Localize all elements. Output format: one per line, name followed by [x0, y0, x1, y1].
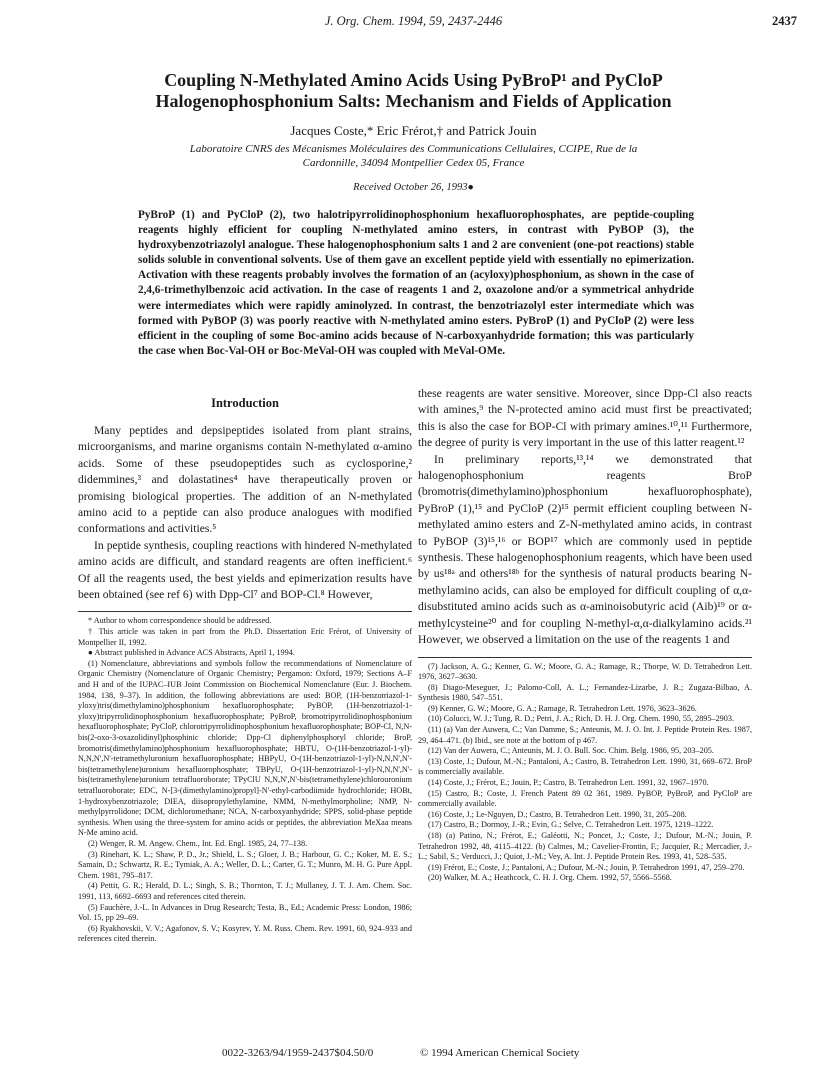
- footnote: (3) Rinehart, K. L.; Shaw, P. D., Jr.; Shield, L. S.; Gloer, J. B.; Harbour, G. C.; Koker, M. E. S.; Samain, D.; Schwartz, R. E.; Tymiak, A. A.; Weller, D. L.; Carter, G. T.; Munro, M. H. G. Pure Appl. Chem. 1981, 795–817.: [78, 849, 412, 880]
- footnote: (10) Colucci, W. J.; Tung, R. D.; Petri, J. A.; Rich, D. H. J. Org. Chem. 1990, 55, 2895–2903.: [428, 714, 734, 724]
- footnote: * Author to whom correspondence should be addressed.: [88, 616, 272, 626]
- footnote-divider: [418, 657, 752, 658]
- footnote: (2) Wenger, R. M. Angew. Chem., Int. Ed. Engl. 1985, 24, 77–138.: [88, 838, 308, 848]
- section-heading-introduction: Introduction: [211, 396, 279, 410]
- left-column: [78, 396, 412, 945]
- footnote: (6) Ryakhovskii, V. V.; Agafonov, S. V.; Kosyrev, Y. M. Russ. Chem. Rev. 1991, 60, 924–933 and references cited therein.: [78, 923, 412, 944]
- footnote-divider: [78, 611, 412, 612]
- footnote: † This article was taken in part from the Ph.D. Dissertation Eric Frérot, of University of Montpellier II, 1992.: [78, 627, 412, 647]
- footnote: (12) Van der Auwera, C.; Anteunis, M. J. O. Bull. Soc. Chim. Belg. 1986, 95, 203–205.: [428, 746, 714, 756]
- footnote: (13) Coste, J.; Dufour, M.-N.; Pantaloni, A.; Castro, B. Tetrahedron Lett. 1990, 31, 669–672. BroP is commercially available.: [418, 756, 752, 777]
- author-list: Jacques Coste,* Eric Frérot,† and Patrick Jouin: [290, 123, 537, 138]
- footnote: (11) (a) Van der Auwera, C.; Van Damme, S.; Anteunis, M. J. O. Int. J. Peptide Protein Res. 1987, 29, 464–471. (b) Ibid., see note at the bottom of p 467.: [418, 725, 752, 745]
- footnote: (9) Kenner, G. W.; Moore, G. A.; Ramage, R. Tetrahedron Lett. 1976, 3623–3626.: [428, 703, 697, 713]
- footer-issn-code: 0022-3263/94/1959-2437$04.50/0: [222, 1047, 374, 1059]
- running-head: J. Org. Chem. 1994, 59, 2437-2446: [324, 14, 503, 28]
- footnote: (20) Walker, M. A.; Heathcock, C. H. J. Org. Chem. 1992, 57, 5566–5568.: [428, 873, 672, 883]
- footnotes-right: [418, 662, 752, 884]
- intro-paragraph-1: Many peptides and depsipeptides isolated from plant strains, microorganisms, and marine organisms contain N-methylated α-amino acids. Some of these pseudopeptides such as cyclosporine,² didemmines,³ and dolastatines⁴ have therapeutically proven or promising biological properties. The addition of an N-methylated amino acid to a peptide can also produce analogues with modified conformations and activities.⁵: [78, 424, 412, 536]
- footnote: (7) Jackson, A. G.; Kenner, G. W.; Moore, G. A.; Ramage, R.; Thorpe, W. D. Tetrahedron Lett. 1976, 3627–3630.: [418, 661, 752, 682]
- footnote: (4) Pettit, G. R.; Herald, D. L.; Singh, S. B.; Thornton, T. J.; Mullaney, J. T. J. Am. Chem. Soc. 1991, 113, 6692–6693 and references cited therein.: [78, 881, 412, 901]
- footnote: (17) Castro, B.; Dormoy, J.-R.; Evin, G.; Selve, C. Tetrahedron Lett. 1975, 1219–1222.: [428, 820, 714, 830]
- page-number: 2437: [772, 14, 797, 28]
- article-title: [60, 70, 767, 112]
- intro-paragraph-2: In peptide synthesis, coupling reactions with hindered N-methylated amino acids are difficult, and standard reagents are often inefficient.⁶ Of all the reagents used, the best yields and epimerization results have been obtained (see ref 6) with Dpp-Cl⁷ and BOP-Cl.⁸ However,: [78, 538, 412, 602]
- abstract: PyBroP (1) and PyCloP (2), two halotripyrrolidinophosphonium hexafluorophosphates, are peptide-coupling reagents highly efficient for coupling N-methylated amino esters, in contrast with PyBOP (3), the hydroxybenzotriazolyl analogue. These halogenophosphonium salts 1 and 2 are convenient (one-pot reactions) stable solids soluble in conventional solvents. Use of them gave an excellent peptide yield with essentially no epimerization. Activation with these reagents probably involves the formation of an (acyloxy)phosphonium, as shown in the case of 2,4,6-trimethylbenzoic acid activation. In the case of reagents 1 and 2, oxazolone and/or a symmetrical anhydride were intermediates which were rapidly aminolyzed. In contrast, the benzotriazolyl ester intermediate which was formed with PyBOP (3) was poorly reactive with N-methylated amino esters. PyBroP (1) and PyCloP (2) were less efficient in the coupling of some Boc-amino acids because of N-carboxyanhydride formation; this was particularly the case when Boc-Val-OH or Boc-MeVal-OH was coupled with MeVal-OMe.: [138, 209, 694, 357]
- intro-paragraph-4: In preliminary reports,¹³,¹⁴ we demonstrated that halogenophosphonium reagents BroP (bromotris(dimethylamino)phosphonium hexafluorophosphate), PyBroP (1),¹⁵ and PyCloP (2)¹⁵ permit efficient coupling between N-methylated amino esters and Z-N-methylated amino acids, in contrast to PyBOP (3)¹⁵,¹⁶ or BOP¹⁷ which are commonly used in peptide synthesis. These halogenophosphonium reagents, which have been used by us¹⁸ᵃ and others¹⁸ᵇ for the synthesis of natural products bearing N-methylamino acids, can also be employed for difficult coupling of α,α-disubstituted amino acids such as α-aminoisobutyric acid (Aib)¹⁹ or α-methylcysteine²⁰ and for coupling N-methyl-α,α-dialkylamino acids.²¹ However, we observed a limitation on the use of the reagents 1 and: [418, 452, 752, 647]
- affiliation: [90, 142, 737, 170]
- footer-copyright: © 1994 American Chemical Society: [420, 1047, 580, 1059]
- received-date: Received October 26, 1993●: [353, 182, 474, 193]
- footnote: (18) (a) Patino, N.; Frérot, E.; Galéotti, N.; Poncet, J.; Coste, J.; Dufour, M.-N.; Jouin, P. Tetrahedron 1992, 48, 4115–4122. (b) Calmes, M.; Cavelier-Frontin, F.; Jacquier, R.; Mercadier, J.-L.; Sabil, S.; Verducci, J.; Quiot, J.-M.; Vey, A. Int. J. Peptide Protein Res. 1993, 41, 528–535.: [418, 831, 752, 862]
- footnote: (19) Frérot, E.; Coste, J.; Pantaloni, A.; Dufour, M.-N.; Jouin, P. Tetrahedron 1991, 47, 259–270.: [428, 862, 745, 872]
- title-line-2: Halogenophosphonium Salts: Mechanism and Fields of Application: [155, 91, 672, 111]
- footnotes-left: [78, 616, 412, 944]
- intro-paragraph-3: these reagents are water sensitive. Moreover, since Dpp-Cl also reacts with amines,⁹ the N-protected amino acid must first be preactivated; this is also the case for BOP-Cl with primary amines.¹⁰,¹¹ Furthermore, the degree of purity is very important in the use of this latter reagent.¹²: [418, 387, 752, 450]
- right-column: [418, 386, 752, 884]
- affiliation-line-1: Laboratoire CNRS des Mécanismes Moléculaires des Communications Cellulaires, CCIPE, Rue de la: [189, 143, 638, 155]
- footnote: (5) Fauchère, J.-L. In Advances in Drug Research; Testa, B., Ed.; Academic Press: London, 1986; Vol. 15, pp 29–69.: [78, 902, 412, 923]
- footnote: (14) Coste, J.; Frérot, E.; Jouin, P.; Castro, B. Tetrahedron Lett. 1991, 32, 1967–1970.: [428, 778, 709, 788]
- footnote: (1) Nomenclature, abbreviations and symbols follow the recommendations of Nomenclature of Organic Chemistry (Nomenclature of Organic Chemistry; Pergamon: Oxford, 1979; Sections A–F and H and of the IUPAC–IUB Joint Commission on Biochemical Nomenclature (Eur. J. Biochem. 1984, 138, 9–37). In addition, the following abbreviations are used: BOP, (1H-benzotriazol-1-yloxy)tris(dimethylamino)phosphonium hexafluorophosphate; PyBOP, (1H-benzotriazol-1-yloxy)tripyrrolidinophosphonium hexafluorophosphate; PyBroP, bromotripyrrolidinophosphonium hexafluorophosphate; PyCloP, chlorotripyrrolidinophosphonium hexafluorophosphate; BOP-Cl, N,N-bis(2-oxo-3-oxazolidinyl)phosphinic chloride; Dpp-Cl diphenylphosphoryl chloride; BroP, bromotris(dimethylamino)phosphonium hexafluorophosphate; HBTU, O-(1H-benzotriazol-1-yl)-N,N,N',N'-tetramethyluronium hexafluorophosphate; HBPyU, O-(1H-benzotriazol-1-yl)-N,N,N',N'-bis(tetramethylene)uronium hexafluorophosphate; TBPyU, O-(1H-benzotriazol-1-yl)-N,N,N',N'-bis(tetramethylene)uronium tetrafluoroborate; TPyClU N,N,N',N'-bis(tetramethylene)chlorouronium tetrafluoroborate; EDC, N-[3-(dimethylamino)propyl]-N'-ethyl-carbodiimide hydrochloride; HOBt, 1-hydroxybenzotriazole; DIEA, diisopropylethylamine, NMM, N-methylmorpholine; NMP, N-methylpyrrolidone; DCM, dichloromethane; NCA, N-carboxyanhydride; SPPS, solid-phase peptide synthesis. When using the three-system for amino acids or peptides, the abbreviation MeXaa means N-Me amino acid.: [78, 658, 412, 838]
- affiliation-line-2: Cardonnille, 34094 Montpellier Cedex 05, France: [302, 157, 525, 169]
- footnote: (15) Castro, B.; Coste, J. French Patent 89 02 361, 1989. PyBOP, PyBroP, and PyCloP are commercially available.: [418, 788, 752, 809]
- footnote: ● Abstract published in Advance ACS Abstracts, April 1, 1994.: [88, 648, 295, 658]
- footnote: (16) Coste, J.; Le-Nguyen, D.; Castro, B. Tetrahedron Lett. 1990, 31, 205–208.: [428, 809, 687, 819]
- footnote: (8) Diago-Meseguer, J.; Palomo-Coll, A. L.; Fernandez-Lizarbe, J. R.; Zugaza-Bilbao, A. Synthesis 1980, 547–551.: [418, 682, 752, 703]
- title-line-1: Coupling N-Methylated Amino Acids Using PyBroP¹ and PyCloP: [164, 70, 663, 90]
